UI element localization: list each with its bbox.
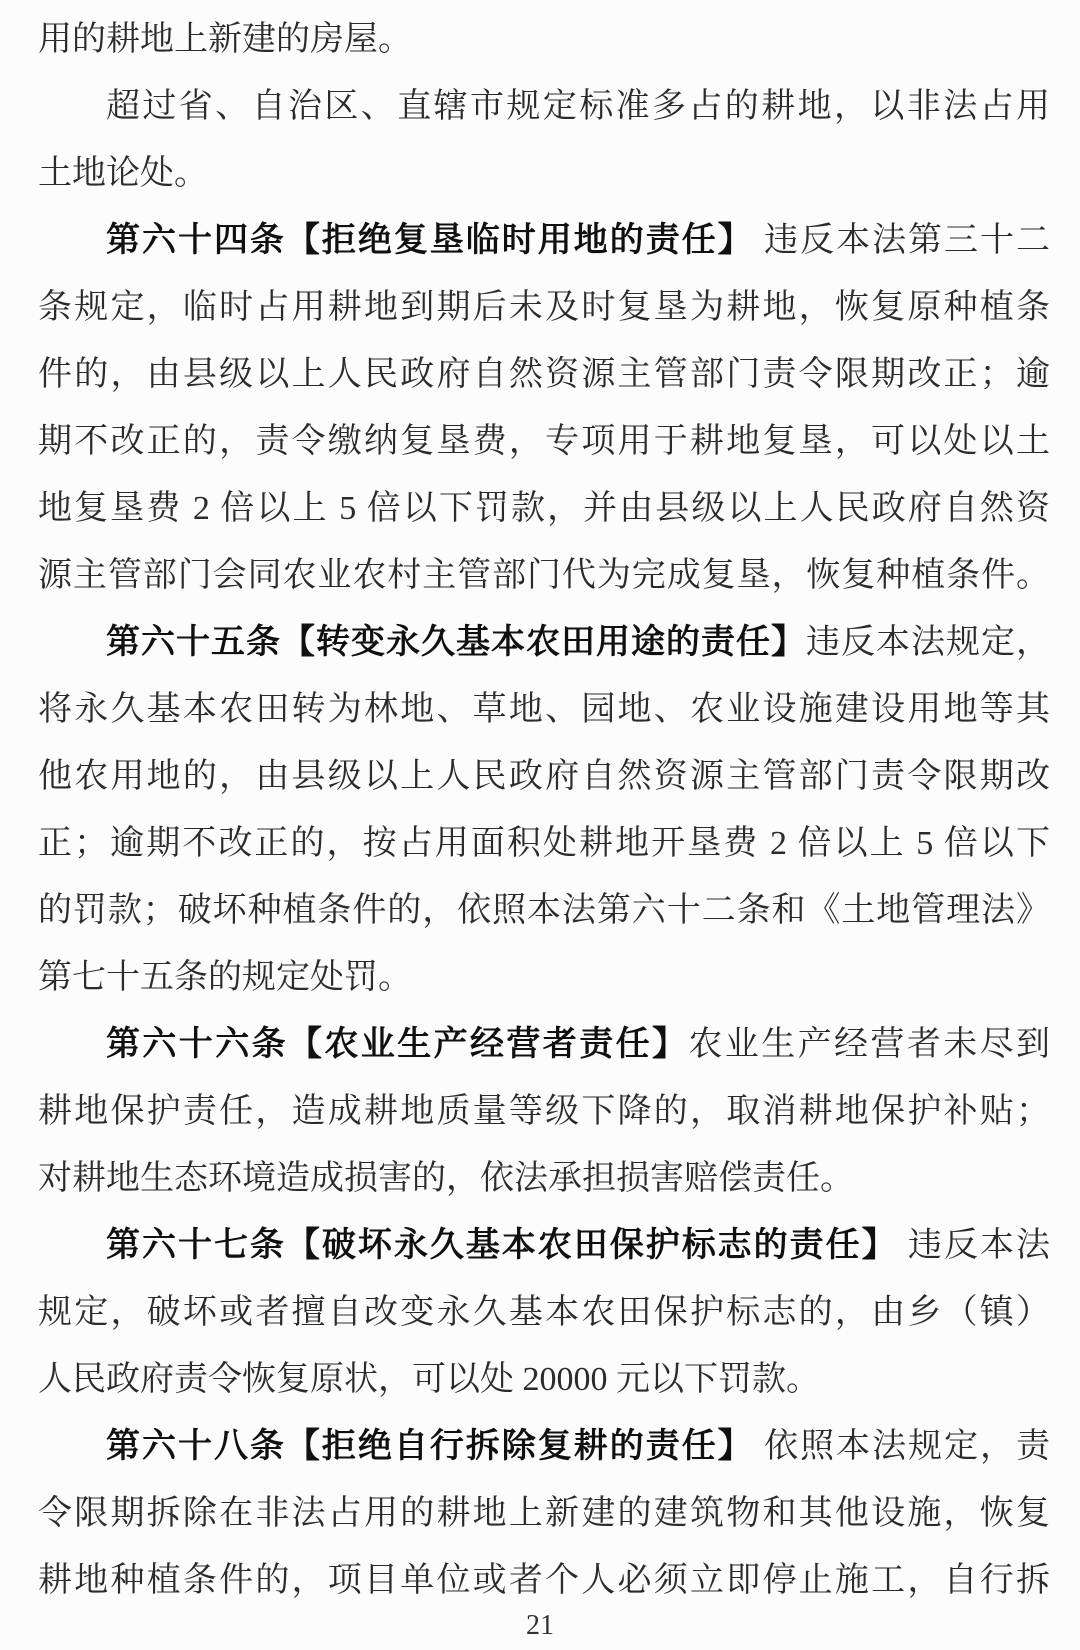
text-line — [38, 274, 1050, 341]
line-text: 正；逾期不改正的，按占用面积处耕地开垦费 2 倍以上 5 倍以下 — [38, 825, 1050, 862]
line-text: 违反本法规定， — [806, 624, 1050, 661]
line-text: 地复垦费 2 倍以上 5 倍以下罚款，并由县级以上人民政府自然资 — [38, 490, 1050, 527]
line-text: 源主管部门会同农业农村主管部门代为完成复垦，恢复种植条件。 — [38, 557, 1050, 594]
line-text: 将永久基本农田转为林地、草地、园地、农业设施建设用地等其 — [38, 691, 1050, 728]
text-line — [38, 475, 1050, 542]
line-text: 耕地保护责任，造成耕地质量等级下降的，取消耕地保护补贴； — [38, 1093, 1050, 1130]
text-line — [38, 1480, 1050, 1547]
line-text: 违反本法 — [897, 1227, 1051, 1264]
line-text: 农业生产经营者未尽到 — [688, 1026, 1051, 1063]
article-64-title: 第六十四条【拒绝复垦临时用地的责任】 — [106, 221, 754, 259]
line-text: 的罚款；破坏种植条件的，依照本法第六十二条和《土地管理法》 — [38, 892, 1050, 929]
text-line — [38, 1145, 1050, 1212]
article-66-line — [38, 1011, 1050, 1078]
page-number: 21 — [526, 1610, 554, 1641]
line-text: 条规定，临时占用耕地到期后未及时复垦为耕地，恢复原种植条 — [38, 289, 1050, 326]
text-line — [38, 877, 1050, 944]
line-text: 令限期拆除在非法占用的耕地上新建的建筑物和其他设施，恢复 — [38, 1495, 1050, 1532]
line-text: 依照本法规定，责 — [753, 1428, 1051, 1465]
line-text: 违反本法第三十二 — [753, 222, 1051, 259]
article-68-line — [38, 1413, 1050, 1480]
text-line — [38, 408, 1050, 475]
text-line — [38, 542, 1050, 609]
article-67-line — [38, 1212, 1050, 1279]
line-text: 对耕地生态环境造成损害的，依法承担损害赔偿责任。 — [38, 1160, 854, 1197]
line-text: 用的耕地上新建的房屋。 — [38, 21, 412, 58]
text-line — [38, 676, 1050, 743]
article-65-line — [38, 609, 1050, 676]
line-text: 件的，由县级以上人民政府自然资源主管部门责令限期改正；逾 — [38, 356, 1050, 393]
text-line — [38, 810, 1050, 877]
line-text: 超过省、自治区、直辖市规定标准多占的耕地，以非法占用 — [106, 88, 1050, 125]
text-line — [38, 1078, 1050, 1145]
line-text: 土地论处。 — [38, 155, 208, 192]
article-67-title: 第六十七条【破坏永久基本农田保护标志的责任】 — [106, 1226, 898, 1264]
text-line — [38, 6, 1050, 73]
line-text: 期不改正的，责令缴纳复垦费，专项用于耕地复垦，可以处以土 — [38, 423, 1050, 460]
text-line — [38, 1279, 1050, 1346]
article-64-line — [38, 207, 1050, 274]
text-line — [38, 1346, 1050, 1413]
text-line — [38, 140, 1050, 207]
article-68-title: 第六十八条【拒绝自行拆除复耕的责任】 — [106, 1427, 754, 1465]
line-text: 他农用地的，由县级以上人民政府自然资源主管部门责令限期改 — [38, 758, 1050, 795]
text-line — [38, 73, 1050, 140]
text-line — [38, 743, 1050, 810]
line-text: 人民政府责令恢复原状，可以处 20000 元以下罚款。 — [38, 1361, 820, 1398]
line-text: 耕地种植条件的，项目单位或者个人必须立即停止施工，自行拆 — [38, 1562, 1050, 1599]
line-text: 规定，破坏或者擅自改变永久基本农田保护标志的，由乡（镇） — [38, 1294, 1050, 1331]
text-line — [38, 944, 1050, 1011]
text-line — [38, 341, 1050, 408]
line-text: 第七十五条的规定处罚。 — [38, 959, 412, 996]
text-line — [38, 1547, 1050, 1614]
article-65-title: 第六十五条【转变永久基本农田用途的责任】 — [106, 623, 806, 661]
page-content — [38, 6, 1050, 1614]
article-66-title: 第六十六条【农业生产经营者责任】 — [106, 1025, 689, 1063]
